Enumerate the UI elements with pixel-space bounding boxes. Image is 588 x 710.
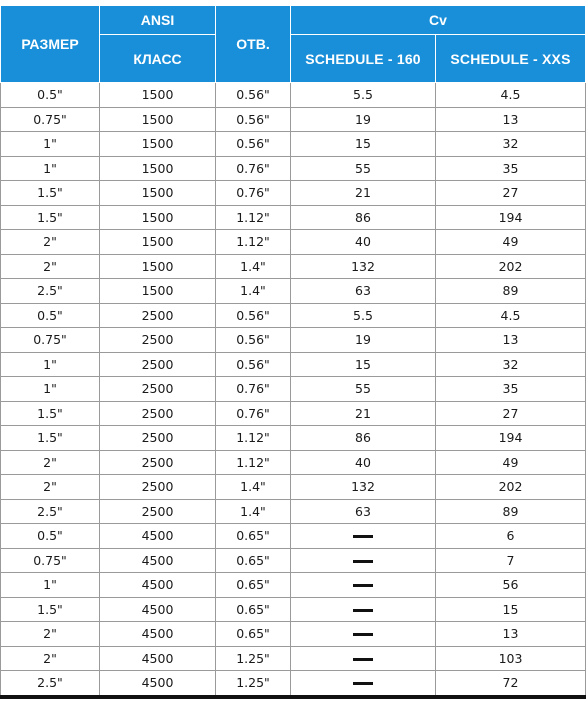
cell-schedule-160: 132 bbox=[291, 475, 436, 500]
table-row bbox=[1, 401, 586, 426]
header-ansi: ANSI bbox=[100, 6, 216, 35]
cell-schedule-xxs: 194 bbox=[436, 205, 586, 230]
cell-schedule-xxs: 32 bbox=[436, 352, 586, 377]
cell-orifice: 1.4" bbox=[216, 475, 291, 500]
cell-class: 2500 bbox=[100, 352, 216, 377]
cell-orifice: 1.12" bbox=[216, 450, 291, 475]
cell-orifice: 1.4" bbox=[216, 499, 291, 524]
cell-schedule-xxs: 89 bbox=[436, 279, 586, 304]
header-cv: Cv bbox=[291, 6, 586, 35]
table-row bbox=[1, 254, 586, 279]
cell-schedule-xxs: 194 bbox=[436, 426, 586, 451]
table-row bbox=[1, 156, 586, 181]
table-row bbox=[1, 450, 586, 475]
cell-schedule-160: 15 bbox=[291, 352, 436, 377]
cell-size: 1.5" bbox=[1, 401, 100, 426]
table-row bbox=[1, 671, 586, 697]
cell-size: 1.5" bbox=[1, 426, 100, 451]
cell-class: 2500 bbox=[100, 426, 216, 451]
cell-class: 1500 bbox=[100, 107, 216, 132]
header-orifice: ОТВ. bbox=[216, 6, 291, 83]
cell-schedule-xxs: 4.5 bbox=[436, 303, 586, 328]
cell-size: 2.5" bbox=[1, 499, 100, 524]
cell-orifice: 1.12" bbox=[216, 230, 291, 255]
cell-size: 0.75" bbox=[1, 328, 100, 353]
header-schedule-xxs: SCHEDULE - XXS bbox=[436, 35, 586, 83]
cell-schedule-xxs: 32 bbox=[436, 132, 586, 157]
cell-orifice: 1.25" bbox=[216, 671, 291, 697]
cell-class: 1500 bbox=[100, 230, 216, 255]
cell-schedule-xxs: 56 bbox=[436, 573, 586, 598]
cell-schedule-xxs: 27 bbox=[436, 181, 586, 206]
cell-orifice: 1.25" bbox=[216, 646, 291, 671]
table-row bbox=[1, 352, 586, 377]
table-row bbox=[1, 279, 586, 304]
cell-schedule-160: 21 bbox=[291, 181, 436, 206]
table-row bbox=[1, 181, 586, 206]
cell-orifice: 0.65" bbox=[216, 622, 291, 647]
dash-mark bbox=[353, 560, 373, 563]
cell-orifice: 0.76" bbox=[216, 377, 291, 402]
cell-class: 4500 bbox=[100, 548, 216, 573]
table-row bbox=[1, 646, 586, 671]
cell-size: 1.5" bbox=[1, 597, 100, 622]
cell-schedule-xxs: 35 bbox=[436, 377, 586, 402]
cell-schedule-160 bbox=[291, 548, 436, 573]
cell-class: 1500 bbox=[100, 279, 216, 304]
cell-size: 2.5" bbox=[1, 279, 100, 304]
cell-orifice: 0.76" bbox=[216, 181, 291, 206]
cell-class: 1500 bbox=[100, 181, 216, 206]
cell-size: 0.5" bbox=[1, 303, 100, 328]
cell-size: 1" bbox=[1, 377, 100, 402]
cell-orifice: 0.76" bbox=[216, 401, 291, 426]
table-row bbox=[1, 499, 586, 524]
dash-mark bbox=[353, 584, 373, 587]
cell-orifice: 1.4" bbox=[216, 254, 291, 279]
table-row bbox=[1, 328, 586, 353]
cell-size: 1" bbox=[1, 352, 100, 377]
cell-schedule-160 bbox=[291, 573, 436, 598]
table-row bbox=[1, 107, 586, 132]
header-schedule-160: SCHEDULE - 160 bbox=[291, 35, 436, 83]
header-class: КЛАСС bbox=[100, 35, 216, 83]
cell-schedule-160: 63 bbox=[291, 499, 436, 524]
table-row bbox=[1, 573, 586, 598]
cell-size: 2" bbox=[1, 646, 100, 671]
cell-schedule-xxs: 4.5 bbox=[436, 83, 586, 108]
cell-size: 2.5" bbox=[1, 671, 100, 697]
cell-schedule-xxs: 13 bbox=[436, 328, 586, 353]
cell-orifice: 0.65" bbox=[216, 524, 291, 549]
cell-orifice: 0.65" bbox=[216, 548, 291, 573]
table-row bbox=[1, 132, 586, 157]
table-header bbox=[1, 6, 586, 83]
cell-size: 2" bbox=[1, 230, 100, 255]
cell-class: 1500 bbox=[100, 205, 216, 230]
cell-schedule-160: 21 bbox=[291, 401, 436, 426]
cell-class: 2500 bbox=[100, 328, 216, 353]
cell-orifice: 0.56" bbox=[216, 352, 291, 377]
table-body bbox=[1, 83, 586, 697]
cell-class: 2500 bbox=[100, 401, 216, 426]
table-row bbox=[1, 83, 586, 108]
table-row bbox=[1, 303, 586, 328]
cell-class: 2500 bbox=[100, 450, 216, 475]
table-row bbox=[1, 205, 586, 230]
cell-schedule-xxs: 27 bbox=[436, 401, 586, 426]
cell-orifice: 1.12" bbox=[216, 426, 291, 451]
dash-mark bbox=[353, 682, 373, 685]
cell-schedule-xxs: 35 bbox=[436, 156, 586, 181]
cell-class: 4500 bbox=[100, 671, 216, 697]
cell-size: 0.5" bbox=[1, 524, 100, 549]
cell-size: 1.5" bbox=[1, 205, 100, 230]
cell-schedule-160: 132 bbox=[291, 254, 436, 279]
cell-orifice: 0.76" bbox=[216, 156, 291, 181]
cell-schedule-160 bbox=[291, 597, 436, 622]
cell-size: 0.75" bbox=[1, 548, 100, 573]
cell-class: 4500 bbox=[100, 597, 216, 622]
cell-schedule-xxs: 49 bbox=[436, 450, 586, 475]
cell-schedule-160: 86 bbox=[291, 426, 436, 451]
cell-schedule-xxs: 13 bbox=[436, 107, 586, 132]
cell-schedule-160 bbox=[291, 646, 436, 671]
dash-mark bbox=[353, 633, 373, 636]
table-row bbox=[1, 475, 586, 500]
cell-class: 2500 bbox=[100, 499, 216, 524]
table-row bbox=[1, 426, 586, 451]
table-row bbox=[1, 524, 586, 549]
dash-mark bbox=[353, 609, 373, 612]
cell-size: 2" bbox=[1, 475, 100, 500]
cell-class: 1500 bbox=[100, 83, 216, 108]
cell-schedule-160: 15 bbox=[291, 132, 436, 157]
cell-schedule-xxs: 6 bbox=[436, 524, 586, 549]
cell-orifice: 0.56" bbox=[216, 132, 291, 157]
cell-size: 2" bbox=[1, 450, 100, 475]
cell-orifice: 1.12" bbox=[216, 205, 291, 230]
cell-schedule-xxs: 202 bbox=[436, 254, 586, 279]
cell-orifice: 1.4" bbox=[216, 279, 291, 304]
table-row bbox=[1, 548, 586, 573]
cell-schedule-xxs: 202 bbox=[436, 475, 586, 500]
cell-schedule-160: 19 bbox=[291, 107, 436, 132]
table-row bbox=[1, 622, 586, 647]
cell-schedule-160: 55 bbox=[291, 377, 436, 402]
table-row bbox=[1, 377, 586, 402]
cell-orifice: 0.56" bbox=[216, 83, 291, 108]
dash-mark bbox=[353, 535, 373, 538]
cell-schedule-xxs: 7 bbox=[436, 548, 586, 573]
cell-size: 2" bbox=[1, 622, 100, 647]
cell-class: 4500 bbox=[100, 646, 216, 671]
cell-orifice: 0.56" bbox=[216, 107, 291, 132]
cell-size: 1" bbox=[1, 156, 100, 181]
cell-orifice: 0.65" bbox=[216, 597, 291, 622]
cell-size: 1" bbox=[1, 573, 100, 598]
cell-size: 1.5" bbox=[1, 181, 100, 206]
cell-class: 1500 bbox=[100, 254, 216, 279]
cell-schedule-160: 86 bbox=[291, 205, 436, 230]
table-row bbox=[1, 230, 586, 255]
cell-schedule-160: 55 bbox=[291, 156, 436, 181]
cell-class: 2500 bbox=[100, 377, 216, 402]
cell-schedule-160: 40 bbox=[291, 230, 436, 255]
cell-size: 0.5" bbox=[1, 83, 100, 108]
cell-schedule-xxs: 13 bbox=[436, 622, 586, 647]
cell-schedule-xxs: 103 bbox=[436, 646, 586, 671]
cell-size: 2" bbox=[1, 254, 100, 279]
cell-orifice: 0.56" bbox=[216, 303, 291, 328]
cell-class: 2500 bbox=[100, 303, 216, 328]
cv-spec-table bbox=[0, 5, 586, 699]
cell-class: 4500 bbox=[100, 573, 216, 598]
cell-size: 0.75" bbox=[1, 107, 100, 132]
cell-schedule-xxs: 49 bbox=[436, 230, 586, 255]
cell-schedule-160: 63 bbox=[291, 279, 436, 304]
cell-schedule-160: 19 bbox=[291, 328, 436, 353]
cell-schedule-160 bbox=[291, 524, 436, 549]
cell-class: 4500 bbox=[100, 524, 216, 549]
cell-class: 4500 bbox=[100, 622, 216, 647]
cell-class: 1500 bbox=[100, 156, 216, 181]
cell-schedule-160: 5.5 bbox=[291, 303, 436, 328]
cell-schedule-160 bbox=[291, 671, 436, 697]
cell-schedule-xxs: 89 bbox=[436, 499, 586, 524]
cell-size: 1" bbox=[1, 132, 100, 157]
cell-class: 1500 bbox=[100, 132, 216, 157]
table-row bbox=[1, 597, 586, 622]
cell-orifice: 0.65" bbox=[216, 573, 291, 598]
dash-mark bbox=[353, 658, 373, 661]
header-size: РАЗМЕР bbox=[1, 6, 100, 83]
cell-orifice: 0.56" bbox=[216, 328, 291, 353]
cell-schedule-xxs: 15 bbox=[436, 597, 586, 622]
cell-schedule-160: 40 bbox=[291, 450, 436, 475]
cell-schedule-xxs: 72 bbox=[436, 671, 586, 697]
cell-class: 2500 bbox=[100, 475, 216, 500]
cell-schedule-160: 5.5 bbox=[291, 83, 436, 108]
cell-schedule-160 bbox=[291, 622, 436, 647]
